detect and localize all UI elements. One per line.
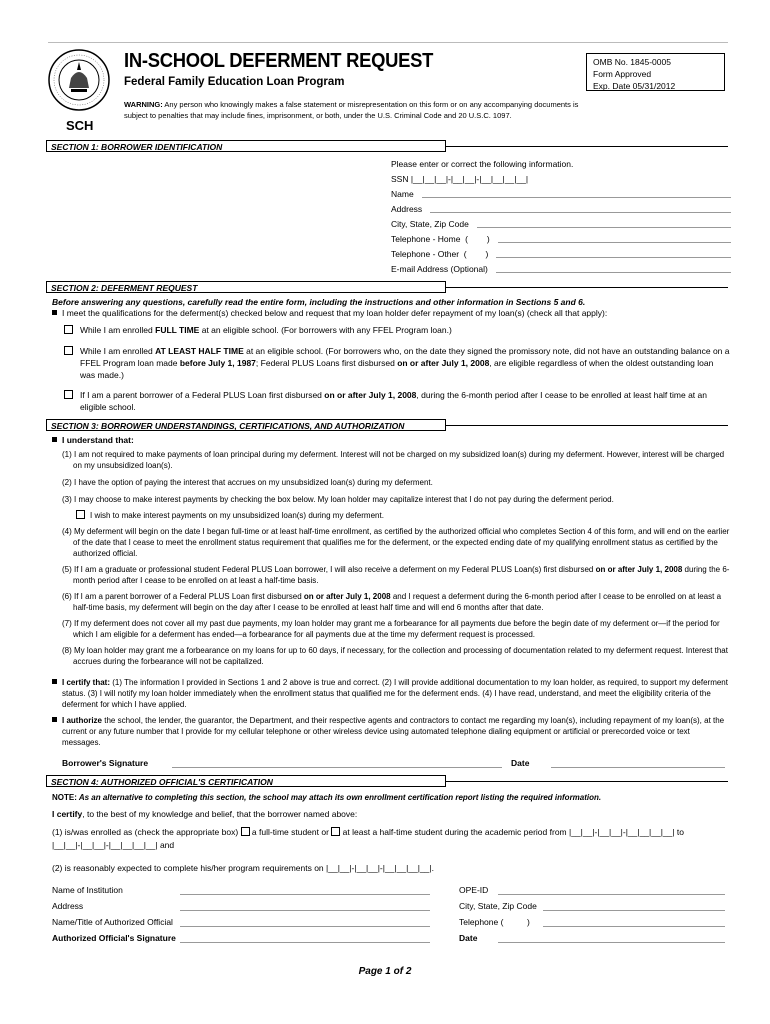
borrower-date-input[interactable]	[551, 757, 725, 768]
borrower-authorization: I authorize the school, the lender, the guarantor, the Department, and their respective agents and contractors to contact me regarding my loan(s), including repayment of my loan(s), at the current or any future number that I provide for my cellular telephone or other wireless device using automated telephone dialing equipment or artificial or prerecorded voice or text messages.	[52, 715, 730, 748]
full-time-checkbox[interactable]	[241, 827, 250, 836]
department-seal-icon	[47, 48, 111, 117]
bullet-icon	[52, 310, 57, 315]
bullet-icon	[52, 717, 57, 722]
official-city-label: City, State, Zip Code	[459, 901, 537, 911]
form-approved: Form Approved	[593, 69, 652, 79]
bullet-icon	[52, 437, 57, 442]
understand-label: I understand that:	[52, 434, 134, 446]
option-full-time-checkbox[interactable]	[64, 324, 73, 336]
official-date-label: Date	[459, 933, 478, 943]
option-full-time: While I am enrolled FULL TIME at an eligible school. (For borrowers with any FFEL Program loan.)	[80, 325, 452, 335]
checkbox-icon[interactable]	[64, 390, 73, 399]
option-parent-plus-checkbox[interactable]	[64, 389, 73, 401]
tel-home-input[interactable]	[498, 232, 731, 243]
city-row: City, State, Zip Code	[391, 217, 731, 231]
understanding-4: (4) My deferment will begin on the date I began full-time or at least half-time enrollment, as certified by the authorized official who completes Section 4 of this form, and will end on the earlier of the date that I cease to meet the enrollment status requirement that qualifies me for the deferment, or the expected ending date of my qualifying enrollment status as certified by the authorized official.	[62, 527, 730, 558]
enrollment-status-line: (1) is/was enrolled as (check the appropriate box) a full-time student or at least a half-time student during the academic period from |__|__|-|__|__|-|__|__|__|__| to	[52, 827, 685, 837]
official-telephone-label: Telephone ( )	[459, 917, 530, 927]
omb-number: OMB No. 1845-0005	[593, 57, 671, 67]
email-row: E-mail Address (Optional)	[391, 262, 731, 276]
tel-home-row: Telephone - Home ( )	[391, 232, 731, 246]
interest-payment-option: I wish to make interest payments on my unsubsidized loan(s) during my deferment.	[62, 510, 730, 521]
understanding-5: (5) If I am a graduate or professional student Federal PLUS Loan borrower, I will also receive a deferment on my Federal PLUS Loan(s) first disbursed on or after July 1, 2008 during the 6-month period after I cease to be enrolled on at least a half-time basis.	[62, 565, 730, 585]
form-title: IN-SCHOOL DEFERMENT REQUEST	[124, 50, 434, 72]
ssn-field[interactable]: SSN |__|__|__|-|__|__|-|__|__|__|__|	[391, 174, 529, 184]
borrower-signature-input[interactable]	[172, 757, 502, 768]
page-number: Page 1 of 2	[358, 966, 412, 977]
tel-other-row: Telephone - Other ( )	[391, 247, 731, 261]
tel-other-input[interactable]	[496, 247, 731, 258]
city-input[interactable]	[477, 217, 731, 228]
checkbox-icon[interactable]	[64, 346, 73, 355]
official-address-label: Address	[52, 901, 84, 911]
understanding-2: (2) I have the option of paying the interest that accrues on my unsubsidized loan(s) during my deferment.	[62, 478, 433, 487]
option-parent-plus: If I am a parent borrower of a Federal PLUS Loan first disbursed on or after July 1, 2008, during the 6-month period after I cease to be enrolled at least half time at an eligible school.	[80, 390, 707, 412]
section1-fields	[391, 157, 731, 276]
official-certify-text: I certify, to the best of my knowledge and belief, that the borrower named above:	[52, 809, 358, 819]
option-half-time-checkbox[interactable]	[64, 345, 73, 357]
section2-heading: SECTION 2: DEFERMENT REQUEST	[46, 281, 446, 293]
enrollment-end-date[interactable]: |__|__|-|__|__|-|__|__|__|__| and	[52, 840, 175, 850]
section4-note: NOTE: As an alternative to completing this section, the school may attach its own enrollment certification report listing the required information.	[52, 793, 602, 802]
half-time-checkbox[interactable]	[331, 827, 340, 836]
sch-code: SCH	[66, 118, 94, 133]
expiration-date: Exp. Date 05/31/2012	[593, 81, 676, 91]
option-half-time: While I am enrolled AT LEAST HALF TIME at an eligible school. (For borrowers who, on the date they signed the promissory note, did not have an outstanding balance on a FFEL Program loan made before July 1, 1987; Federal PLUS Loans first disbursed on or after July 1, 2008, are eligible regardless of when the oldest outstanding loan was made.)	[80, 346, 730, 380]
understanding-7: (7) If my deferment does not cover all my past due payments, my loan holder may grant me a forbearance for all payments due before the begin date of my deferment or—if the period for which I am eligible for a deferment has ended—a forbearance for all payments due at the time my deferment request is processed.	[62, 619, 720, 639]
form-subtitle: Federal Family Education Loan Program	[124, 76, 345, 88]
checkbox-icon[interactable]	[64, 325, 73, 334]
omb-box	[586, 53, 725, 91]
ope-id-input[interactable]	[498, 884, 725, 895]
official-date-input[interactable]	[498, 932, 725, 943]
official-title-input[interactable]	[180, 916, 430, 927]
understanding-list	[62, 449, 730, 667]
borrower-certification: I certify that: (1) The information I provided in Sections 1 and 2 above is true and correct. (2) I will provide additional documentation to my loan holder, as required, to support my deferment status. (3) I will notify my loan holder immediately when the enrollment status that qualified me for the deferment ends. (4) I have read, understand, and meet the eligibility criteria of the deferment for which I have applied.	[52, 677, 730, 710]
interest-payment-checkbox[interactable]	[76, 510, 85, 519]
ope-id-label: OPE-ID	[459, 885, 489, 895]
section2-intro: Before answering any questions, carefully read the entire form, including the instructions and other information in Sections 5 and 6.	[52, 297, 586, 307]
top-rule	[48, 42, 728, 43]
understanding-1: (1) I am not required to make payments of loan principal during my deferment. Interest will not be charged on my subsidized loan(s) during my deferment. However, interest will be charged on my unsubsidized loan(s).	[62, 450, 725, 470]
official-title-label: Name/Title of Authorized Official	[52, 917, 173, 927]
section1-intro: Please enter or correct the following information.	[391, 159, 574, 169]
section3-heading: SECTION 3: BORROWER UNDERSTANDINGS, CERTIFICATIONS, AND AUTHORIZATION	[46, 419, 446, 431]
certification-block	[52, 677, 730, 748]
address-input[interactable]	[430, 202, 731, 213]
warning-text: WARNING: Any person who knowingly makes a false statement or misrepresentation on this form or on any accompanying documents is subject to penalties that may include fines, imprisonment, or both, under the U.S. Criminal Code and 20 U.S.C. 1097.	[124, 100, 579, 120]
understanding-6: (6) If I am a parent borrower of a Federal PLUS Loan first disbursed on or after July 1, 2008 and I request a deferment during the 6-month period after I cease to be enrolled on at least a half-time basis, my deferment will begin on the day after I cease to be enrolled at least half time and will end 6 months after that date.	[62, 592, 722, 612]
understanding-3: (3) I may choose to make interest payments by checking the box below. My loan holder may capitalize interest that I do not pay during the deferment period.	[62, 495, 614, 504]
completion-date-line[interactable]: (2) is reasonably expected to complete his/her program requirements on |__|__|-|__|__|-|__|__|__|__|.	[52, 863, 434, 873]
section2-bullet: I meet the qualifications for the deferment(s) checked below and request that my loan holder defer repayment of my loan(s) (check all that apply):	[52, 307, 732, 319]
official-signature-label: Authorized Official's Signature	[52, 933, 176, 943]
borrower-signature-label: Borrower's Signature	[62, 758, 149, 768]
name-row: Name	[391, 187, 731, 201]
official-address-input[interactable]	[180, 900, 430, 911]
section1-heading: SECTION 1: BORROWER IDENTIFICATION	[46, 140, 446, 152]
borrower-date-label: Date	[511, 758, 530, 768]
institution-label: Name of Institution	[52, 885, 123, 895]
email-input[interactable]	[496, 262, 731, 273]
address-row: Address	[391, 202, 731, 216]
bullet-icon	[52, 679, 57, 684]
institution-input[interactable]	[180, 884, 430, 895]
official-telephone-input[interactable]	[543, 916, 725, 927]
understanding-8: (8) My loan holder may grant me a forbearance on my loans for up to 60 days, if necessary, for the collection and processing of documentation related to my deferment request. Interest that accrues during the forbearance will not be capitalized.	[62, 646, 728, 666]
section4-heading: SECTION 4: AUTHORIZED OFFICIAL'S CERTIFICATION	[46, 775, 446, 787]
official-city-input[interactable]	[543, 900, 725, 911]
name-input[interactable]	[422, 187, 731, 198]
official-signature-input[interactable]	[180, 932, 430, 943]
